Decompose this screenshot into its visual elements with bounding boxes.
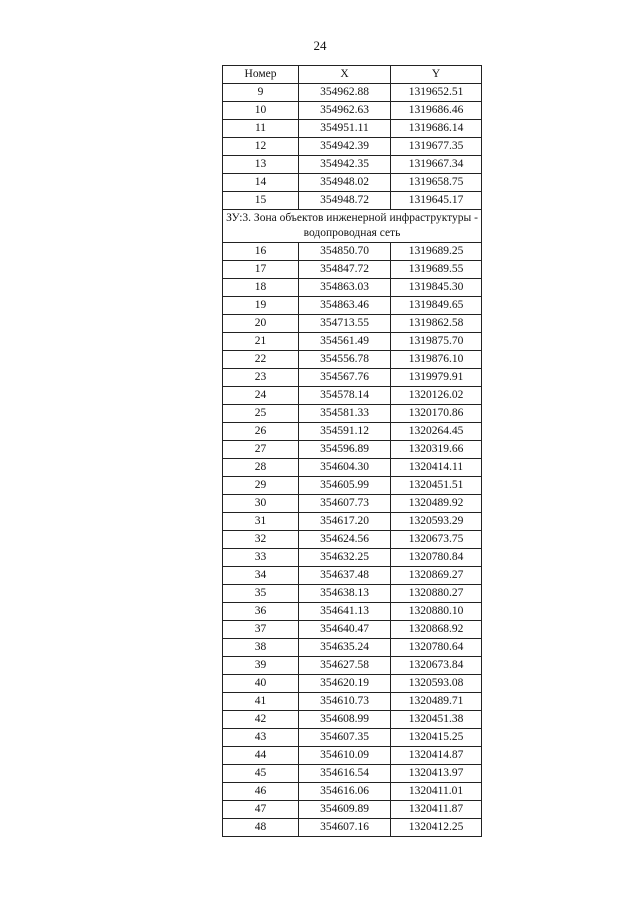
cell-x: 354608.99 (299, 711, 391, 729)
section-row (223, 210, 482, 243)
cell-y: 1320673.84 (391, 657, 482, 675)
cell-number: 32 (223, 531, 299, 549)
cell-y: 1320414.11 (391, 459, 482, 477)
header-y: Y (391, 66, 482, 84)
cell-number: 47 (223, 801, 299, 819)
cell-number: 44 (223, 747, 299, 765)
cell-x: 354605.99 (299, 477, 391, 495)
cell-x: 354591.12 (299, 423, 391, 441)
table-row (223, 639, 482, 657)
cell-number: 16 (223, 243, 299, 261)
cell-number: 18 (223, 279, 299, 297)
cell-number: 29 (223, 477, 299, 495)
cell-x: 354624.56 (299, 531, 391, 549)
cell-y: 1319686.14 (391, 120, 482, 138)
header-number: Номер (223, 66, 299, 84)
cell-y: 1320413.97 (391, 765, 482, 783)
cell-x: 354638.13 (299, 585, 391, 603)
cell-x: 354578.14 (299, 387, 391, 405)
cell-y: 1320319.66 (391, 441, 482, 459)
cell-x: 354604.30 (299, 459, 391, 477)
cell-y: 1320869.27 (391, 567, 482, 585)
table-row (223, 243, 482, 261)
cell-x: 354610.09 (299, 747, 391, 765)
table-row (223, 693, 482, 711)
table-row (223, 801, 482, 819)
cell-number: 9 (223, 84, 299, 102)
cell-x: 354863.46 (299, 297, 391, 315)
cell-y: 1319875.70 (391, 333, 482, 351)
table-row (223, 369, 482, 387)
cell-y: 1319979.91 (391, 369, 482, 387)
table-row (223, 261, 482, 279)
cell-y: 1319849.65 (391, 297, 482, 315)
table-row (223, 459, 482, 477)
cell-number: 11 (223, 120, 299, 138)
cell-number: 24 (223, 387, 299, 405)
cell-x: 354609.89 (299, 801, 391, 819)
cell-x: 354942.39 (299, 138, 391, 156)
cell-y: 1319652.51 (391, 84, 482, 102)
table-row (223, 84, 482, 102)
cell-number: 33 (223, 549, 299, 567)
cell-number: 45 (223, 765, 299, 783)
cell-y: 1319689.25 (391, 243, 482, 261)
cell-y: 1320451.51 (391, 477, 482, 495)
cell-number: 31 (223, 513, 299, 531)
table-row (223, 477, 482, 495)
cell-number: 13 (223, 156, 299, 174)
cell-number: 15 (223, 192, 299, 210)
cell-y: 1319862.58 (391, 315, 482, 333)
cell-y: 1320780.64 (391, 639, 482, 657)
cell-x: 354637.48 (299, 567, 391, 585)
table-row (223, 156, 482, 174)
table-row (223, 729, 482, 747)
table-row (223, 405, 482, 423)
cell-y: 1320451.38 (391, 711, 482, 729)
cell-number: 42 (223, 711, 299, 729)
table-row (223, 315, 482, 333)
cell-x: 354635.24 (299, 639, 391, 657)
cell-y: 1319686.46 (391, 102, 482, 120)
cell-number: 38 (223, 639, 299, 657)
cell-y: 1320868.92 (391, 621, 482, 639)
cell-y: 1320264.45 (391, 423, 482, 441)
cell-x: 354616.06 (299, 783, 391, 801)
cell-number: 41 (223, 693, 299, 711)
cell-x: 354567.76 (299, 369, 391, 387)
table-row (223, 495, 482, 513)
table-row (223, 819, 482, 837)
cell-y: 1320880.10 (391, 603, 482, 621)
cell-x: 354620.19 (299, 675, 391, 693)
cell-x: 354617.20 (299, 513, 391, 531)
cell-number: 22 (223, 351, 299, 369)
cell-x: 354713.55 (299, 315, 391, 333)
table-row (223, 138, 482, 156)
cell-y: 1320412.25 (391, 819, 482, 837)
table-row (223, 567, 482, 585)
cell-y: 1319845.30 (391, 279, 482, 297)
cell-y: 1320780.84 (391, 549, 482, 567)
cell-y: 1319876.10 (391, 351, 482, 369)
cell-number: 34 (223, 567, 299, 585)
cell-x: 354863.03 (299, 279, 391, 297)
cell-x: 354607.16 (299, 819, 391, 837)
cell-x: 354616.54 (299, 765, 391, 783)
cell-x: 354948.72 (299, 192, 391, 210)
cell-number: 20 (223, 315, 299, 333)
table-row (223, 657, 482, 675)
table-row (223, 621, 482, 639)
cell-number: 12 (223, 138, 299, 156)
table-row (223, 747, 482, 765)
cell-number: 46 (223, 783, 299, 801)
cell-number: 10 (223, 102, 299, 120)
table-row (223, 585, 482, 603)
cell-number: 40 (223, 675, 299, 693)
header-x: X (299, 66, 391, 84)
cell-y: 1320593.08 (391, 675, 482, 693)
table-row (223, 351, 482, 369)
cell-y: 1319667.34 (391, 156, 482, 174)
table-row (223, 603, 482, 621)
table-body (223, 84, 482, 837)
table-row (223, 549, 482, 567)
cell-x: 354607.73 (299, 495, 391, 513)
cell-y: 1320489.92 (391, 495, 482, 513)
section-label: ЗУ:3. Зона объектов инженерной инфраструктуры - водопроводная сеть (223, 210, 482, 243)
table-row (223, 531, 482, 549)
cell-y: 1320880.27 (391, 585, 482, 603)
table-row (223, 279, 482, 297)
cell-x: 354948.02 (299, 174, 391, 192)
cell-x: 354607.35 (299, 729, 391, 747)
cell-y: 1319658.75 (391, 174, 482, 192)
cell-x: 354556.78 (299, 351, 391, 369)
table-row (223, 441, 482, 459)
cell-x: 354962.63 (299, 102, 391, 120)
cell-number: 19 (223, 297, 299, 315)
table-row (223, 174, 482, 192)
cell-number: 30 (223, 495, 299, 513)
cell-y: 1320593.29 (391, 513, 482, 531)
cell-x: 354962.88 (299, 84, 391, 102)
table-row (223, 297, 482, 315)
header-row (223, 66, 482, 84)
cell-number: 48 (223, 819, 299, 837)
cell-number: 25 (223, 405, 299, 423)
table-row (223, 711, 482, 729)
cell-number: 14 (223, 174, 299, 192)
table-row (223, 783, 482, 801)
cell-x: 354581.33 (299, 405, 391, 423)
cell-x: 354561.49 (299, 333, 391, 351)
table-row (223, 513, 482, 531)
table-row (223, 192, 482, 210)
table-row (223, 333, 482, 351)
table-row (223, 387, 482, 405)
cell-y: 1319689.55 (391, 261, 482, 279)
cell-number: 28 (223, 459, 299, 477)
page-number: 24 (313, 38, 327, 53)
table-row (223, 765, 482, 783)
cell-x: 354847.72 (299, 261, 391, 279)
table-row (223, 675, 482, 693)
cell-x: 354632.25 (299, 549, 391, 567)
cell-x: 354627.58 (299, 657, 391, 675)
cell-number: 27 (223, 441, 299, 459)
cell-x: 354610.73 (299, 693, 391, 711)
cell-x: 354942.35 (299, 156, 391, 174)
cell-y: 1320415.25 (391, 729, 482, 747)
cell-number: 26 (223, 423, 299, 441)
cell-x: 354596.89 (299, 441, 391, 459)
table-header (223, 66, 482, 84)
cell-number: 37 (223, 621, 299, 639)
cell-number: 43 (223, 729, 299, 747)
coordinates-table (222, 65, 482, 837)
cell-y: 1320673.75 (391, 531, 482, 549)
table-row (223, 423, 482, 441)
cell-y: 1319677.35 (391, 138, 482, 156)
cell-y: 1320411.87 (391, 801, 482, 819)
cell-y: 1320489.71 (391, 693, 482, 711)
cell-number: 35 (223, 585, 299, 603)
table-row (223, 120, 482, 138)
cell-y: 1319645.17 (391, 192, 482, 210)
cell-number: 36 (223, 603, 299, 621)
cell-y: 1320126.02 (391, 387, 482, 405)
cell-number: 21 (223, 333, 299, 351)
cell-number: 23 (223, 369, 299, 387)
table-row (223, 102, 482, 120)
cell-x: 354951.11 (299, 120, 391, 138)
cell-number: 39 (223, 657, 299, 675)
cell-y: 1320411.01 (391, 783, 482, 801)
cell-x: 354850.70 (299, 243, 391, 261)
cell-y: 1320414.87 (391, 747, 482, 765)
cell-number: 17 (223, 261, 299, 279)
cell-x: 354640.47 (299, 621, 391, 639)
cell-x: 354641.13 (299, 603, 391, 621)
cell-y: 1320170.86 (391, 405, 482, 423)
